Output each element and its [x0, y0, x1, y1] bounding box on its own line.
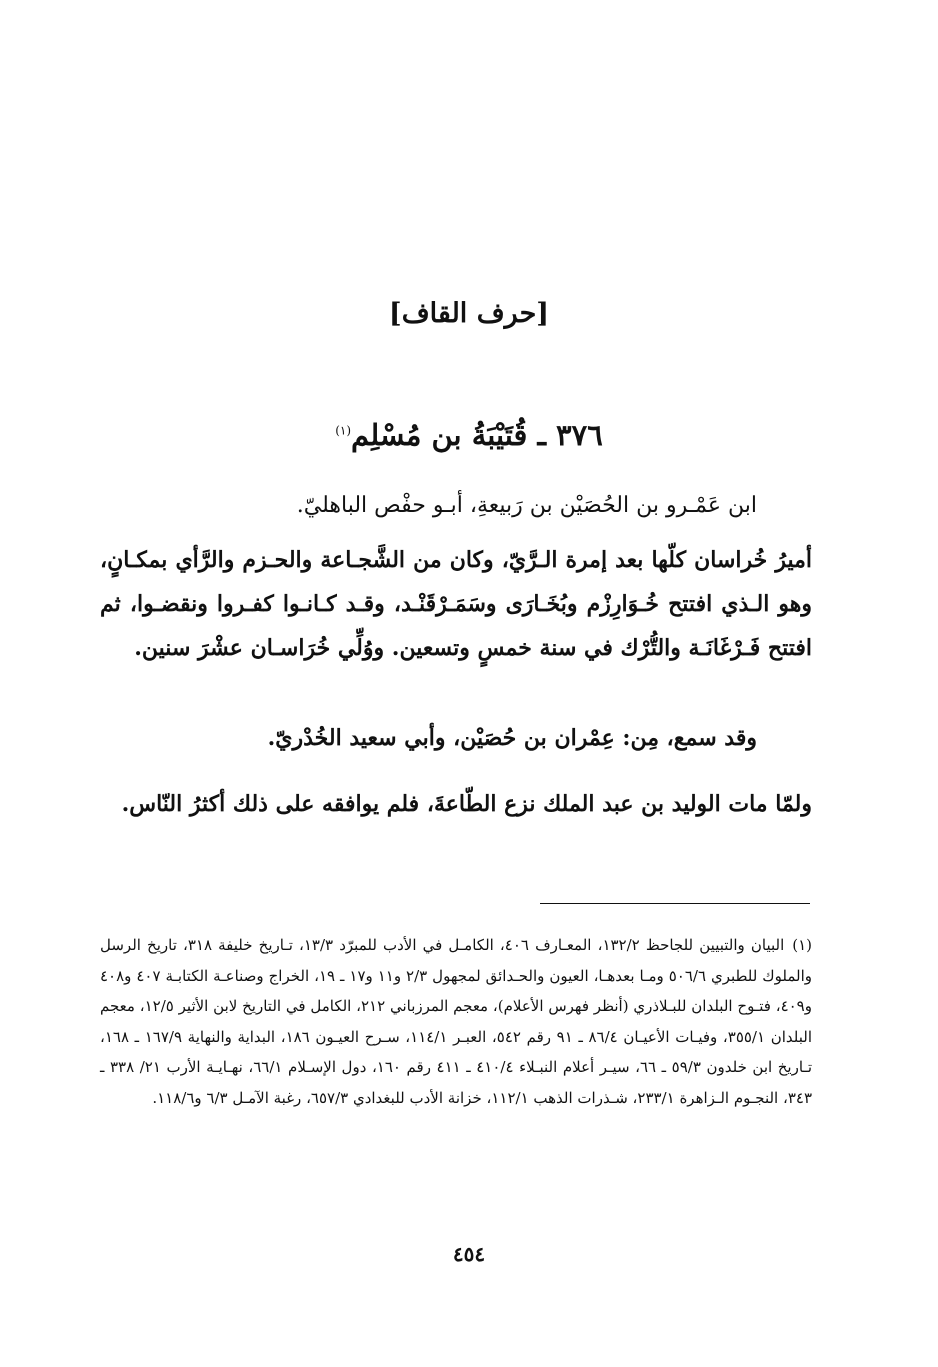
footnote-marker: (١): [792, 936, 813, 954]
footnote-text: البيان والتبيين للجاحظ ١٣٢/٢، المعـارف ٤٠٦، الكامـل في الأدب للمبرّد ١٣/٣، تـاريخ خليفة ٣١٨، تاريخ الرسل والملوك للطبري ٥٠٦/٦ ومـا بعدهـا، العيون والحـدائق لمجهول ٢/٣ و١١ و١٧ ـ ١٩، الخراج وصناعـة الكتابـة ٤٠٧ و٤٠٨ و٤٠٩، فتـوح البلدان للبـلاذري (أنظر فهرس الأعلام)، معجم المرزباني ٢١٢، الكامل في التاريخ لابن الأثير ١٢/٥، معجم البلدان ٣٥٥/١، وفيـات الأعيـان ٨٦/٤ ـ ٩١ رقم ٥٤٢، العبـر ١١٤/١، سـرح العيـون ١٨٦، البداية والنهاية ١٦٧/٩ ـ ١٦٨، تـاريخ ابن خلدون ٥٩/٣ ـ ٦٦، سيـر أعلام النبـلاء ٤١٠/٤ ـ ٤١١ رقم ١٦٠، دول الإسـلام ٦٦/١، نهـايـة الأرب ٢١/ ٣٣٨ ـ ٣٤٣، النجـوم الـزاهرة ٢٣٣/١، شـذرات الذهب ١١٢/١، خزانة الأدب للبغدادي ٦٥٧/٣، رغبة الآمـل ٦/٣ و١١٨/٦.: [100, 936, 813, 1107]
footnote-divider: [540, 903, 810, 904]
entry-title: [0, 418, 938, 452]
footnote-reference: (١): [335, 423, 352, 438]
page-number: ٤٥٤: [452, 1242, 486, 1266]
section-heading: [حرف القاف]: [388, 298, 550, 329]
entry-title-text: ٣٧٦ ـ قُتَيْبَةُ بن مُسْلِم: [351, 418, 603, 452]
paragraph-biography: أميرُ خُراسان كلّها بعد إمرة الـرَّيّ، وكان من الشَّجـاعة والحـزم والرَّأي بمكـانٍ، وهو الـذي افتتح خُـوَارِزْم وبُخَـارَى وسَمَـرْقَنْـد، وقـد كـانـوا كفـروا ونقضـوا، ثم افتتح فَـرْغَانَـة والتُّرْك في سنة خمسٍ وتسعين. ووُلِّي خُرَاسـان عشْرَ سنين.: [100, 547, 812, 661]
paragraph-death: ولمّا مات الوليد بن عبد الملك نزع الطّاعةَ، فلم يوافقه على ذلك أكثرُ النّاس.: [121, 791, 812, 817]
paragraph-narrators: وقد سمع، مِن: عِمْران بن حُصَيْن، وأبي سعيد الخُدْريّ.: [267, 725, 757, 751]
footnote: [100, 930, 812, 1113]
paragraph-lineage: ابن عَمْـرو بن الحُصَيْن بن رَبيعةِ، أبـو حفْص الباهليّ.: [296, 493, 757, 518]
